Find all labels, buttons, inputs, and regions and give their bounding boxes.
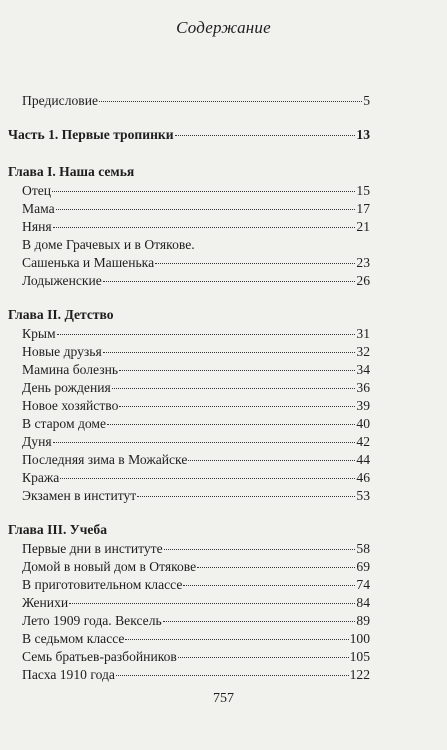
toc-entry-label: В седьмом классе: [22, 631, 125, 646]
toc-entry[interactable]: [22, 182, 370, 199]
leader-dots: [69, 603, 355, 604]
chapter-heading: Глава III. Учеба: [8, 522, 108, 537]
toc-entry-label: Мама: [22, 201, 55, 216]
toc-entry[interactable]: [22, 630, 370, 647]
toc-entry[interactable]: [22, 218, 370, 235]
page-title: Содержание: [176, 18, 271, 37]
toc-entry-label: Женихи: [22, 595, 69, 610]
toc-entry-label: Дуня: [22, 434, 52, 449]
leader-dots: [188, 460, 355, 461]
toc-entry[interactable]: [22, 415, 370, 432]
toc-entry-label: Кража: [22, 470, 60, 485]
toc-entry-label: В приготовительном классе: [22, 577, 183, 592]
toc-entry[interactable]: [22, 648, 370, 665]
leader-dots: [119, 370, 355, 371]
toc-entry[interactable]: [22, 254, 370, 271]
toc-entry-page: 5: [363, 93, 370, 108]
toc-entry[interactable]: [22, 272, 370, 289]
toc-entry-label: Предисловие: [22, 93, 99, 108]
toc-entry[interactable]: [22, 397, 370, 414]
leader-dots: [175, 135, 356, 136]
toc-entry-page: 122: [349, 667, 370, 682]
toc-entry-page: 58: [356, 541, 370, 556]
toc-entry-label: Домой в новый дом в Отякове: [22, 559, 197, 574]
leader-dots: [125, 639, 348, 640]
page-number: 757: [213, 691, 234, 706]
leader-dots: [56, 209, 356, 210]
toc-entry[interactable]: [22, 469, 370, 486]
toc-entry-label: Новое хозяйство: [22, 398, 119, 413]
leader-dots: [197, 567, 355, 568]
toc-entry-page: 34: [356, 362, 370, 377]
toc-part-page: 13: [356, 127, 370, 142]
toc-entry-page: 42: [356, 434, 370, 449]
toc-entry-label: Последняя зима в Можайске: [22, 452, 188, 467]
leader-dots: [53, 442, 356, 443]
leader-dots: [107, 424, 355, 425]
toc-entry[interactable]: [22, 612, 370, 629]
toc-entry-label: День рождения: [22, 380, 111, 395]
toc-entry-label: Крым: [22, 326, 56, 341]
toc-entry-label: Сашенька и Машенька: [22, 255, 155, 270]
toc-entry-page: 23: [356, 255, 370, 270]
toc-entry-page: 17: [356, 201, 370, 216]
toc-entry-page: 89: [356, 613, 370, 628]
toc-entry[interactable]: [22, 451, 370, 468]
toc-entry-page: 36: [356, 380, 370, 395]
leader-dots: [53, 227, 356, 228]
leader-dots: [60, 478, 355, 479]
toc-entry-page: 31: [356, 326, 370, 341]
toc-entry-page: 26: [356, 273, 370, 288]
toc-part-1[interactable]: [8, 126, 370, 143]
leader-dots: [137, 496, 355, 497]
toc-entry[interactable]: [22, 433, 370, 450]
leader-dots: [116, 675, 349, 676]
toc-entry-label: Экзамен в институт: [22, 488, 137, 503]
leader-dots: [178, 657, 349, 658]
chapter-heading: Глава II. Детство: [8, 307, 114, 322]
chapter-heading: Глава I. Наша семья: [8, 164, 135, 179]
toc-entry-label: Няня: [22, 219, 52, 234]
toc-entry-label: Первые дни в институте: [22, 541, 163, 556]
toc-entry-preface[interactable]: [22, 92, 370, 109]
toc-entry-page: 105: [349, 649, 370, 664]
leader-dots: [103, 352, 356, 353]
leader-dots: [163, 621, 356, 622]
toc-entry[interactable]: [22, 540, 370, 557]
leader-dots: [183, 585, 355, 586]
leader-dots: [52, 191, 355, 192]
leader-dots: [57, 334, 356, 335]
toc-entry-page: 40: [356, 416, 370, 431]
toc-entry[interactable]: [22, 325, 370, 342]
toc-entry[interactable]: [22, 594, 370, 611]
toc-entry-page: 53: [356, 488, 370, 503]
toc-entry-page: 15: [356, 183, 370, 198]
leader-dots: [155, 263, 355, 264]
toc-entry-page: 21: [356, 219, 370, 234]
toc-part-label: Часть 1. Первые тропинки: [8, 127, 174, 142]
toc-entry[interactable]: [22, 558, 370, 575]
leader-dots: [112, 388, 356, 389]
toc-entry-page: 39: [356, 398, 370, 413]
leader-dots: [99, 101, 362, 102]
toc-entry-page: 74: [356, 577, 370, 592]
toc-entry-page: 100: [349, 631, 370, 646]
toc-entry-page: 69: [356, 559, 370, 574]
toc-entry-page: 44: [356, 452, 370, 467]
leader-dots: [119, 406, 355, 407]
toc-entry-label: Новые друзья: [22, 344, 102, 359]
toc-entry-label: Семь братьев-разбойников: [22, 649, 177, 664]
toc-entry-label: Мамина болезнь: [22, 362, 119, 377]
toc-entry-label: В старом доме: [22, 416, 107, 431]
toc-entry-label: Отец: [22, 183, 52, 198]
toc-entry-label: Лето 1909 года. Вексель: [22, 613, 162, 628]
toc-entry[interactable]: [22, 343, 370, 360]
toc-entry-page: 84: [356, 595, 370, 610]
leader-dots: [103, 281, 356, 282]
toc-entry-page: 46: [356, 470, 370, 485]
toc-entry-label: Лодыженские: [22, 273, 102, 288]
leader-dots: [164, 549, 356, 550]
toc-entry[interactable]: [22, 361, 370, 378]
toc-entry[interactable]: [22, 200, 370, 217]
toc-entry-label: Пасха 1910 года: [22, 667, 115, 682]
toc-entry[interactable]: [22, 236, 370, 253]
toc-entry-label: В доме Грачевых и в Отякове.: [22, 237, 195, 252]
toc-entry[interactable]: [22, 379, 370, 396]
toc-entry[interactable]: [22, 666, 370, 683]
toc-entry[interactable]: [22, 487, 370, 504]
toc-entry-page: 32: [356, 344, 370, 359]
toc-entry[interactable]: [22, 576, 370, 593]
